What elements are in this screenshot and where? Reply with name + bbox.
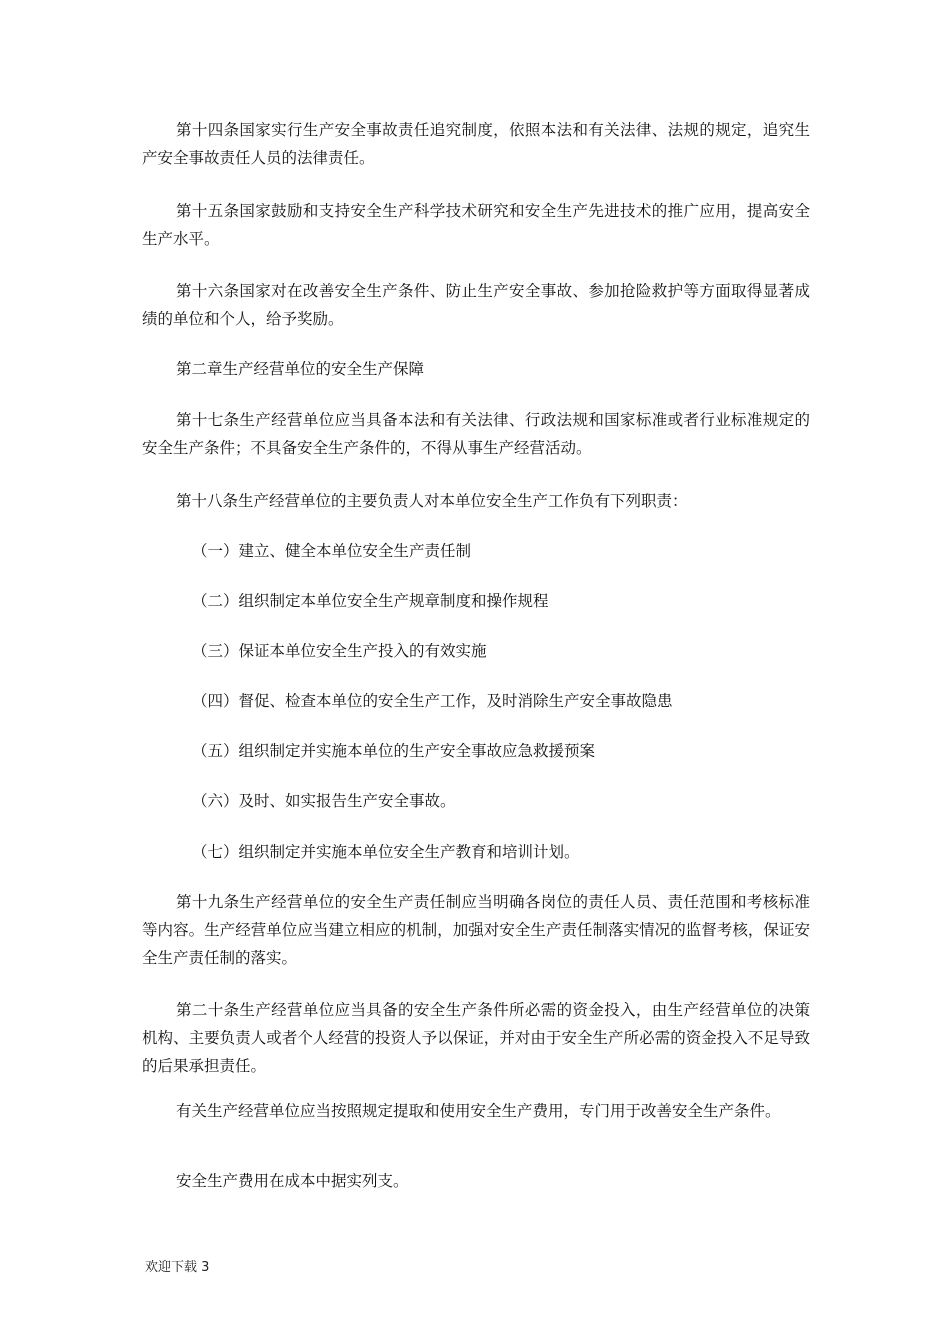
duty-item-4: （四）督促、检查本单位的安全生产工作，及时消除生产安全事故隐患 (192, 692, 673, 710)
article-19: 第十九条生产经营单位的安全生产责任制应当明确各岗位的责任人员、责任范围和考核标准等内容。生产经营单位应当建立相应的机制，加强对安全生产责任制落实情况的监督考核，保证安全生产责任制的落实。 (142, 893, 810, 967)
duty-item-5: （五）组织制定并实施本单位的生产安全事故应急救援预案 (192, 742, 596, 760)
article-14: 第十四条国家实行生产安全事故责任追究制度，依照本法和有关法律、法规的规定，追究生产安全事故责任人员的法律责任。 (142, 121, 810, 167)
article-18: 第十八条生产经营单位的主要负责人对本单位安全生产工作负有下列职责： (176, 492, 688, 510)
article-20-fee-clause: 有关生产经营单位应当按照规定提取和使用安全生产费用，专门用于改善安全生产条件。 (176, 1102, 781, 1120)
chapter-2-heading: 第二章生产经营单位的安全生产保障 (176, 360, 425, 378)
duty-item-6: （六）及时、如实报告生产安全事故。 (192, 792, 456, 810)
article-17: 第十七条生产经营单位应当具备本法和有关法律、行政法规和国家标准或者行业标准规定的安全生产条件；不具备安全生产条件的，不得从事生产经营活动。 (142, 411, 810, 457)
article-20-cost-clause: 安全生产费用在成本中据实列支。 (176, 1172, 409, 1190)
page-footer: 欢迎下载 3 (145, 1260, 210, 1275)
duty-item-3: （三）保证本单位安全生产投入的有效实施 (192, 642, 487, 660)
article-20: 第二十条生产经营单位应当具备的安全生产条件所必需的资金投入，由生产经营单位的决策机构、主要负责人或者个人经营的投资人予以保证，并对由于安全生产所必需的资金投入不足导致的后果承担责任。 (142, 1001, 810, 1075)
article-16: 第十六条国家对在改善安全生产条件、防止生产安全事故、参加抢险救护等方面取得显著成绩的单位和个人，给予奖励。 (142, 282, 810, 328)
duty-item-7: （七）组织制定并实施本单位安全生产教育和培训计划。 (192, 843, 580, 861)
duty-item-1: （一）建立、健全本单位安全生产责任制 (192, 542, 472, 560)
duty-item-2: （二）组织制定本单位安全生产规章制度和操作规程 (192, 592, 549, 610)
article-15: 第十五条国家鼓励和支持安全生产科学技术研究和安全生产先进技术的推广应用，提高安全生产水平。 (142, 202, 810, 248)
